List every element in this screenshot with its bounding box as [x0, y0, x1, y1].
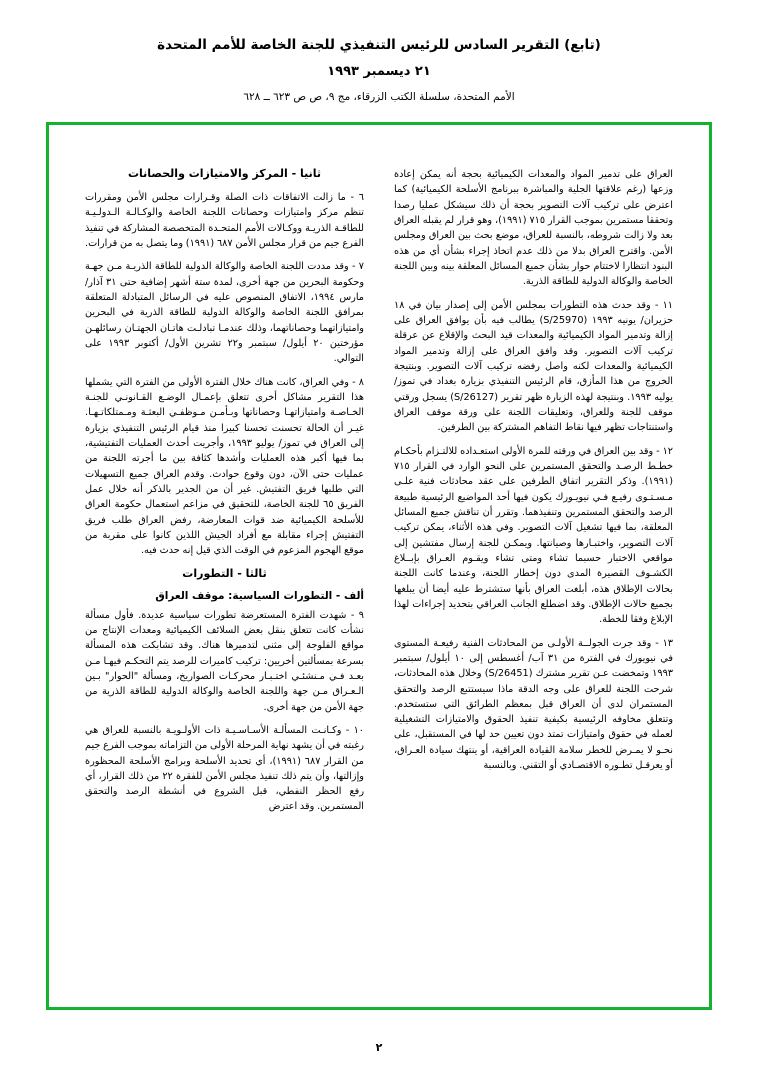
document-header: [0, 0, 758, 103]
paragraph: ١٠ - وكـانـت المسألـة الأسـاسـيـة ذات الأولـويـة بالنسبة للعراق هي رغبته في أن يشهد نهاية المرحلة الأولى من التزاماته بموجب الفرع جيم من القرار ٦٨٧ (١٩٩١)، أي تحديد الأسلحة وبرامج الأسلحة المحظورة وإزالتها، وأن يتم ذلك تنفيذ مجلس الأمن للفقرة ٢٢ من ذلك القرار، أي رفع الحظر النفطي، قبل الشروع في أنشطة الرصد والتحقق المستمرين. وقد اعترض: [85, 724, 364, 813]
content-frame: [46, 122, 712, 1010]
page-title: (تابع) التقرير السادس للرئيس التنفيذي للجنة الخاصة للأمم المتحدة: [157, 37, 601, 53]
two-column-body: [85, 167, 673, 977]
section-heading: ثالثا - التطورات: [182, 566, 267, 580]
paragraph: ١٣ - وقد جرت الجولــة الأولـى من المحادثات الفنية رفيعـة المستوى في نيويورك في الفترة من ٣١ آب/ أغسطس إلى ١٠ أيلول/ سبتمبر ١٩٩٣ وتمخضت عـن تقرير مشترك (S/26451) وخلال هذه المحادثات، شرحت اللجنة للعراق على وجه الدقة ماذا سيستتبع الرصد والتحقق المستمران لدى أن العراق قبل بمعظم الطرائق التي ستستخدم. وتتعلق مخاوفه الرئيسية بكيفية تنفيذ الحقوق والامتيازات التشغيلية لعمله في حقوق وامتيازات تمتد دون تعيين حد لها في المستقبل، على نحـو لا يمـرض للخطر سلامة القيادة العراقية، أو ينتهك سيادة العـراق، أو يعرقـل تطـوره الاقتصـادي أو التقني. وبالنسبة: [394, 637, 674, 772]
paragraph: ٨ - وفي العراق، كانت هناك خلال الفترة الأولى من الفترة التي يشملها هذا التقرير مشاكل أخرى تتعلق بإعمـال الوضـع القـانونـي للجنـة الخـاصـة وامتيازاتهـا وحصاناتها وبـأمـن مـوظفـي البعثـة ومـمتلكاتـهـا. غيـر أن الحالة تحسنت تحسنا كبيرا منذ قيام الرئيس التنفيذي بزيارة إلى العراق في تموز/ يوليو ١٩٩٣، وأجريت أحدث العمليات التفتيشية، بما فيها أكبر هذه العمليات وأشدها كثافة بين ما أجرته اللجنة من عمليات حتى الآن، دون وقوع حوادث. وقدم العراق جميع التسهيلات التي طلبها فريق التفتيش. غير أن من الجدير بالذكر أنه خلال عمل الفريق ٦٥ للجنة الخاصة، للتحقيق في مزاعم استعمال حكومة العراق للأسلحة الكيميائية ضد قوات المعارضة، رفض العراق طلب فريق التفتيش إجراء مقابلة مع أفراد الجيش اللذين كانوا على مقربة من موقع الهجوم المزعوم في الوقت الذي قيل إنه حدث فيه.: [85, 376, 364, 557]
paragraph: ٧ - وقد مددت اللجنة الخاصة والوكالة الدولية للطاقة الذريـة مـن جهـة وحكومة البحرين من جهة أخرى، لمدة ستة أشهر إضافية حتى ٣١ آذار/ مارس ١٩٩٤، الاتفاق المنصوص عليه في الرسائل المتبادلة المتعلقة بمرافق اللجنة الخاصة والوكالة الدولية للطاقة الذرية في البحرين وامتيازاتهما وحصاناتهما، وذلك عندمـا تبادلـت هاتـان الجهتـان رسائلهـن مؤرختين ٢٠ أيلول/ سبتمبر و٢٢ تشرين الأول/ أكتوبر ١٩٩٣ على التوالي.: [85, 261, 364, 365]
column-left: [394, 167, 673, 977]
paragraph: ١٢ - وقد بين العراق في ورقته للمرة الأولى استعـداده للالتـزام بأحكـام خطـط الرصـد والتحقق المستمرين على النحو الوارد في القرار ٧١٥ (١٩٩١). وذكر التقرير اتفاق الطرفين على عقد محادثات فنية علـى مـسـتـوى رفيـع فـي نيويـورك يكون فيها أحد المواضيع الرئيسية طبيعة الرصد والتحقق المستمرين وتنفيذهما. وتقرر أن تناقش جميع المسائل المعلقة، بما فيها تشغيل آلات التصوير. وفي هذه الأثناء، يمكن تركيب آلات التصوير، واختبـارها وصيانتها. ويمكـن للجنة إرسال مفتشين إلى مواقعي الاختبار حسبما تشاء ومتى تشاء ويقـوم العـراق بإبــلاغ الكشـوف القصيرة المدى دون إخطار اللجنة، وعندما كانت اللجنة بحالات الإطلاق هذه، أبلغت العراق بأنها ستشترط عليه أيضا أن يبلغها بجميع حالات الإطلاق. وقد اضطلع الجانب العراقي بتحديد إجراءات لهذا الإبلاغ وفقا للخطة.: [394, 445, 673, 626]
subsection-heading: ألف - التطورات السياسية: موقف العراق: [155, 589, 364, 602]
page-number: ٢: [375, 1041, 383, 1054]
paragraph: ٦ - ما زالت الاتفاقات ذات الصلة وقـرارات مجلس الأمن ومقررات تنظم مركز وامتيازات وحصانات اللجنة الخاصة والوكـالـة الـدولـيـة للطاقـة الذريـة ووكـالات الأمم المتحـدة المتخصصة المشاركة في تنفيذ الفرع جيم من قرار مجلس الأمن ٦٨٧ (١٩٩١) وما يتصل به من قرارات.: [85, 192, 364, 249]
paragraph: العراق على تدمير المواد والمعدات الكيميائية بحجة أنه يمكن إعادة وزعها (رغم علاقتها الجلية والمباشرة ببرنامج الأسلحة الكيميائية) كما اعترض على تركيب آلات التصوير بحجة أن ذلك سيشكل عمليا رصدا وتحققا مستمرين بموجب القرار ٧١٥ (١٩٩١)، وهو قرار لم يقبله العراق بعد ولا زالت شروطه، بالنسبة للعراق، موضع بحث بين العراق ومجلس الأمن. واقترح العراق بدلا من ذلك عدم اتخاذ إجراء بشأن أي من هذه البنود انتظارا لاختتام حوار بشأن جميع المسائل المعلقة بينه وبين اللجنة الخاصة والوكالة الدولية للطاقة الذرية.: [394, 169, 673, 288]
paragraph: ٩ - شهدت الفترة المستعرضة تطورات سياسية عديدة. فأول مسألة نشأت كانت تتعلق بنقل بعض السلائف الكيميائية ومعدات الإنتاج من مواقع الفلوجة إلى مثنى لتدميرها هناك. وقد تشابكت هذه المسألة بسرعة بمسألتين أخريين: تركيب كاميرات للرصد يتم التحكـم فيهـا مـن بعـد فـي مـنشئـي اختـبـار محركـات الصواريخ، ومسألة "الحوار" بـين الـعـراق مـن جهة واللجنة الخاصة والوكالة الدولية للطاقة الذرية من جهة الأمن من جهة أخرى.: [85, 609, 364, 713]
column-right: [85, 167, 364, 977]
paragraph: ١١ - وقد حدث هذه التطورات بمجلس الأمن إلى إصدار بيان في ١٨ حزيران/ يونيه ١٩٩٣ (S/25970) يطالب فيه بأن يوافق العراق على إزالة وتدمير المواد الكيميائية والمعدات قيد البحث والإقلاع عن عرقلة تركيب آلات التصوير. وقد وافق العراق على إزالة وتدمير المواد الكيميائية والمعدات لكنه واصل رفضه تركيب آلات التصوير. وبنتيجة الخروج من هذا المأزق، قام الرئيس التنفيذي بزيارة بغداد في تموز/ يوليه ١٩٩٣. وبنتيجة لهذه الزيارة ظهر تقرير (S/26127) يسجل ورقتي موقف للجنة وللعراق، وتعليقات اللجنة على ورقة موقف العراق واستنتاجات تظهر فيها نقاط التفاهم المشتركة بين الطرفين.: [394, 299, 673, 434]
document-date: ٢١ ديسمبر ١٩٩٣: [327, 63, 431, 79]
document-source: الأمم المتحدة، سلسلة الكتب الزرقاء، مج ٩، ص ص ٦٢٣ ــ ٦٢٨: [243, 90, 515, 103]
section-heading: ثانيا - المركز والامتيازات والحصانات: [127, 167, 322, 180]
